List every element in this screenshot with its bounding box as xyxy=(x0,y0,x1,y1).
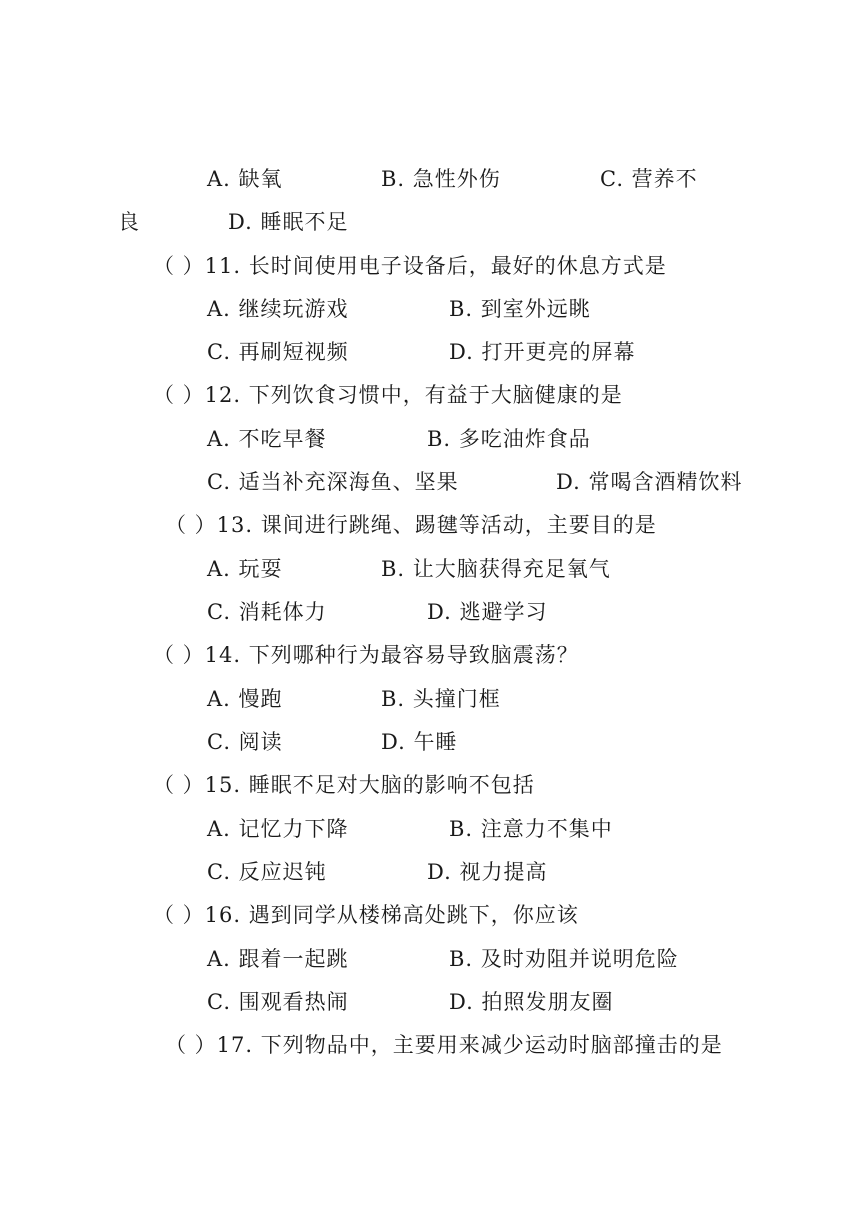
q10-options-row-1 xyxy=(0,166,860,192)
q11-option-a: A. 继续玩游戏 xyxy=(207,297,349,321)
q14-option-c: C. 阅读 xyxy=(207,730,283,754)
q12-options-row-1 xyxy=(0,426,860,452)
q14-option-a: A. 慢跑 xyxy=(207,687,283,711)
q16-option-a: A. 跟着一起跳 xyxy=(207,947,349,971)
q11-options-row-2 xyxy=(0,339,860,365)
q16-options-row-1 xyxy=(0,946,860,972)
q11-option-d: D. 打开更亮的屏幕 xyxy=(449,340,636,364)
q11-options-row-1 xyxy=(0,296,860,322)
q15-options-row-1 xyxy=(0,816,860,842)
q15-option-a: A. 记忆力下降 xyxy=(207,817,349,841)
q10-option-c-continued: 良 xyxy=(118,210,140,234)
q16-option-b: B. 及时劝阻并说明危险 xyxy=(449,947,679,971)
q16-option-d: D. 拍照发朋友圈 xyxy=(449,990,614,1014)
q13-options-row-2 xyxy=(0,599,860,625)
q16-options-row-2 xyxy=(0,989,860,1015)
q12-option-b: B. 多吃油炸食品 xyxy=(427,427,591,451)
q12-options-row-2 xyxy=(0,469,860,495)
q13-option-b: B. 让大脑获得充足氧气 xyxy=(381,557,611,581)
q15-option-c: C. 反应迟钝 xyxy=(207,860,327,884)
q10-option-b: B. 急性外伤 xyxy=(381,167,501,191)
q14-option-d: D. 午睡 xyxy=(381,730,458,754)
q15-options-row-2 xyxy=(0,859,860,885)
q13-option-a: A. 玩耍 xyxy=(207,557,283,581)
q13-stem: （ ）13. 课间进行跳绳、踢毽等活动，主要目的是 xyxy=(165,513,657,537)
q10-option-a: A. 缺氧 xyxy=(207,167,283,191)
q15-option-b: B. 注意力不集中 xyxy=(449,817,613,841)
q16-option-c: C. 围观看热闹 xyxy=(207,990,349,1014)
q13-options-row-1 xyxy=(0,556,860,582)
q12-stem: （ ）12. 下列饮食习惯中，有益于大脑健康的是 xyxy=(153,383,623,407)
q10-option-c: C. 营养不 xyxy=(600,167,698,191)
q11-option-b: B. 到室外远眺 xyxy=(449,297,591,321)
q15-stem: （ ）15. 睡眠不足对大脑的影响不包括 xyxy=(153,773,535,797)
q12-option-c: C. 适当补充深海鱼、坚果 xyxy=(207,470,459,494)
q12-option-d: D. 常喝含酒精饮料 xyxy=(556,470,743,494)
q14-options-row-1 xyxy=(0,686,860,712)
q14-options-row-2 xyxy=(0,729,860,755)
q12-option-a: A. 不吃早餐 xyxy=(207,427,327,451)
q14-stem: （ ）14. 下列哪种行为最容易导致脑震荡？ xyxy=(153,643,579,667)
q11-stem: （ ）11. 长时间使用电子设备后，最好的休息方式是 xyxy=(153,254,667,278)
q13-option-c: C. 消耗体力 xyxy=(207,600,327,624)
q17-stem: （ ）17. 下列物品中，主要用来减少运动时脑部撞击的是 xyxy=(165,1033,723,1057)
q11-option-c: C. 再刷短视频 xyxy=(207,340,349,364)
q10-option-d: D. 睡眠不足 xyxy=(228,210,349,234)
q14-option-b: B. 头撞门框 xyxy=(381,687,501,711)
q16-stem: （ ）16. 遇到同学从楼梯高处跳下，你应该 xyxy=(153,903,579,927)
q15-option-d: D. 视力提高 xyxy=(427,860,548,884)
q10-options-row-2 xyxy=(0,209,860,235)
q13-option-d: D. 逃避学习 xyxy=(427,600,548,624)
